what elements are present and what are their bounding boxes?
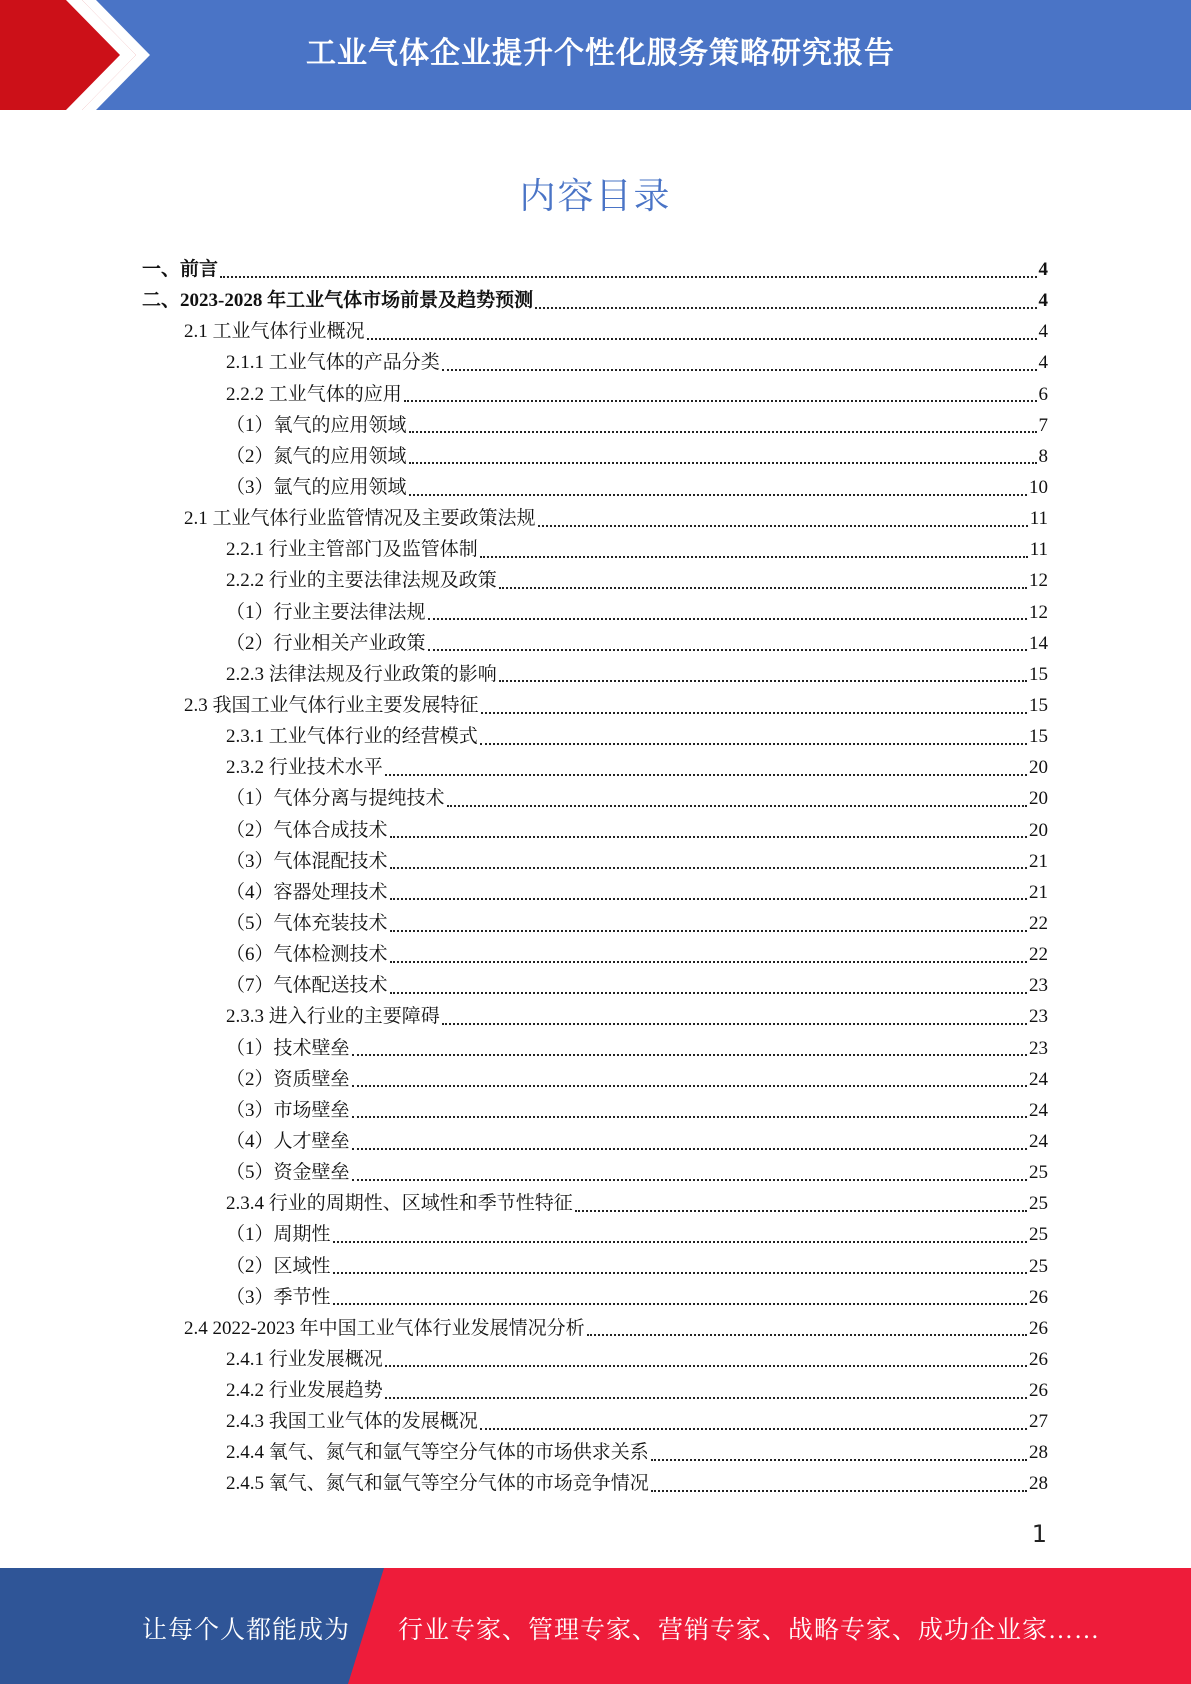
- toc-entry-title: （1）行业主要法律法规: [226, 601, 426, 623]
- page-number: 1: [1031, 1520, 1047, 1548]
- toc-entry-page: 11: [1029, 508, 1048, 530]
- toc-dot-leader: [409, 494, 1027, 496]
- toc-entry-page: 4: [1038, 321, 1048, 343]
- toc-dot-leader: [409, 462, 1037, 464]
- toc-entry-title: 2.4.5 氧气、氮气和氩气等空分气体的市场竞争情况: [226, 1473, 649, 1495]
- toc-heading: 内容目录: [519, 176, 672, 217]
- toc-entry[interactable]: [142, 503, 1048, 534]
- toc-entry-page: 15: [1029, 694, 1048, 716]
- toc-entry-page: 20: [1029, 788, 1048, 810]
- toc-entry-title: （5）资金壁垒: [226, 1162, 350, 1184]
- toc-dot-leader: [480, 556, 1028, 558]
- toc-entry-title: （2）资质壁垒: [226, 1068, 350, 1090]
- toc-entry-title: 2.4 2022-2023 年中国工业气体行业发展情况分析: [184, 1317, 585, 1339]
- toc-entry-page: 20: [1029, 819, 1048, 841]
- toc-entry-title: 2.3.2 行业技术水平: [226, 757, 383, 779]
- toc-entry-page: 12: [1029, 570, 1048, 592]
- toc-entry[interactable]: [142, 534, 1048, 565]
- toc-dot-leader: [385, 1365, 1027, 1367]
- toc-dot-leader: [385, 1397, 1027, 1399]
- toc-dot-leader: [390, 867, 1027, 869]
- toc-entry-page: 24: [1029, 1068, 1048, 1090]
- toc-entry-page: 4: [1038, 352, 1048, 374]
- toc-entry-page: 6: [1038, 383, 1048, 405]
- toc-entry-page: 28: [1029, 1473, 1048, 1495]
- toc-dot-leader: [538, 525, 1028, 527]
- toc-entry[interactable]: [142, 846, 1048, 877]
- toc-entry[interactable]: [142, 597, 1048, 628]
- toc-entry[interactable]: [142, 565, 1048, 596]
- toc-entry[interactable]: [142, 316, 1048, 347]
- toc-entry-page: 15: [1029, 726, 1048, 748]
- toc-entry-page: 24: [1029, 1130, 1048, 1152]
- toc-entry-page: 26: [1029, 1317, 1048, 1339]
- toc-entry-page: 22: [1029, 944, 1048, 966]
- toc-entry-title: （3）季节性: [226, 1286, 331, 1308]
- toc-entry[interactable]: [142, 1251, 1048, 1282]
- toc-dot-leader: [367, 338, 1037, 340]
- toc-entry-title: （4）人才壁垒: [226, 1130, 350, 1152]
- toc-entry-page: 4: [1038, 290, 1048, 312]
- toc-dot-leader: [220, 276, 1036, 278]
- toc-entry-page: 26: [1029, 1348, 1048, 1370]
- toc-entry-title: （2）区域性: [226, 1255, 331, 1277]
- toc-entry-title: （5）气体充装技术: [226, 912, 388, 934]
- toc-entry-title: 2.3.1 工业气体行业的经营模式: [226, 726, 478, 748]
- footer-band: [0, 1568, 1191, 1684]
- footer-slogan-right: 行业专家、管理专家、营销专家、战略专家、成功企业家……: [398, 1617, 1101, 1644]
- toc-dot-leader: [409, 431, 1037, 433]
- toc-entry-title: 2.1 工业气体行业监管情况及主要政策法规: [184, 508, 536, 530]
- toc-entry-title: 2.3.4 行业的周期性、区域性和季节性特征: [226, 1193, 573, 1215]
- toc-entry-page: 22: [1029, 912, 1048, 934]
- toc-entry[interactable]: [142, 1188, 1048, 1219]
- toc-entry-page: 28: [1029, 1442, 1048, 1464]
- toc-entry[interactable]: [142, 1344, 1048, 1375]
- toc-entry-page: 25: [1029, 1162, 1048, 1184]
- toc-entry[interactable]: [142, 347, 1048, 378]
- toc-entry-title: 2.1 工业气体行业概况: [184, 321, 365, 343]
- toc-entry-title: （4）容器处理技术: [226, 881, 388, 903]
- toc-dot-leader: [333, 1303, 1027, 1305]
- toc-entry-title: （2）气体合成技术: [226, 819, 388, 841]
- toc-entry-title: 2.4.1 行业发展概况: [226, 1348, 383, 1370]
- toc-entry[interactable]: [142, 1282, 1048, 1313]
- toc-entry-title: （1）周期性: [226, 1224, 331, 1246]
- toc-entry-title: 2.1.1 工业气体的产品分类: [226, 352, 440, 374]
- toc-dot-leader: [480, 743, 1027, 745]
- toc-dot-leader: [651, 1490, 1027, 1492]
- toc-entry-title: （3）气体混配技术: [226, 850, 388, 872]
- toc-entry-title: （1）技术壁垒: [226, 1037, 350, 1059]
- toc-dot-leader: [352, 1148, 1027, 1150]
- toc-dot-leader: [499, 587, 1027, 589]
- toc-entry-title: 2.4.4 氧气、氮气和氩气等空分气体的市场供求关系: [226, 1442, 649, 1464]
- toc-dot-leader: [428, 618, 1027, 620]
- toc-entry-title: （3）氩气的应用领域: [226, 476, 407, 498]
- toc-entry[interactable]: [142, 1095, 1048, 1126]
- toc-entry-title: 二、2023-2028 年工业气体市场前景及趋势预测: [142, 290, 534, 312]
- toc-dot-leader: [333, 1241, 1027, 1243]
- toc-entry[interactable]: [142, 254, 1048, 285]
- toc-entry-title: （2）氮气的应用领域: [226, 445, 407, 467]
- toc-entry[interactable]: [142, 1437, 1048, 1468]
- footer-slogan-left: 让每个人都能成为: [142, 1617, 351, 1644]
- toc-entry[interactable]: [142, 752, 1048, 783]
- toc-entry-page: 23: [1029, 975, 1048, 997]
- toc-dot-leader: [651, 1459, 1027, 1461]
- toc-entry-page: 24: [1029, 1099, 1048, 1121]
- toc-entry-page: 25: [1029, 1224, 1048, 1246]
- toc-entry[interactable]: [142, 970, 1048, 1001]
- toc-entry[interactable]: [142, 939, 1048, 970]
- toc-dot-leader: [499, 680, 1027, 682]
- toc-dot-leader: [352, 1179, 1027, 1181]
- toc-entry-title: （6）气体检测技术: [226, 944, 388, 966]
- toc-dot-leader: [442, 1023, 1027, 1025]
- toc-entry[interactable]: [142, 783, 1048, 814]
- toc-entry-title: （3）市场壁垒: [226, 1099, 350, 1121]
- toc-entry-page: 8: [1038, 445, 1048, 467]
- toc-entry-page: 21: [1029, 881, 1048, 903]
- toc-entry[interactable]: [142, 379, 1048, 410]
- toc-entry[interactable]: [142, 472, 1048, 503]
- toc-dot-leader: [428, 649, 1027, 651]
- toc-entry-page: 27: [1029, 1411, 1048, 1433]
- toc-dot-leader: [480, 1428, 1027, 1430]
- toc-entry-title: （2）行业相关产业政策: [226, 632, 426, 654]
- toc-entry[interactable]: [142, 628, 1048, 659]
- toc-entry[interactable]: [142, 815, 1048, 846]
- toc-dot-leader: [385, 774, 1027, 776]
- toc-entry-title: 2.3 我国工业气体行业主要发展特征: [184, 694, 479, 716]
- toc-entry-page: 14: [1029, 632, 1048, 654]
- toc-entry-title: 2.2.2 工业气体的应用: [226, 383, 402, 405]
- toc-entry[interactable]: [142, 690, 1048, 721]
- toc-entry-page: 10: [1029, 476, 1048, 498]
- toc-entry-page: 23: [1029, 1037, 1048, 1059]
- toc-entry-page: 12: [1029, 601, 1048, 623]
- toc-dot-leader: [390, 930, 1027, 932]
- toc-dot-leader: [390, 961, 1027, 963]
- toc-entry[interactable]: [142, 1468, 1048, 1499]
- toc-entry[interactable]: [142, 1126, 1048, 1157]
- toc-entry-page: 4: [1038, 259, 1048, 280]
- toc-entry-page: 26: [1029, 1380, 1048, 1402]
- toc-entry[interactable]: [142, 721, 1048, 752]
- toc-entry-page: 15: [1029, 663, 1048, 685]
- toc-entry[interactable]: [142, 659, 1048, 690]
- toc-entry-title: （1）气体分离与提纯技术: [226, 788, 445, 810]
- toc-entry-page: 7: [1038, 414, 1048, 436]
- toc-dot-leader: [390, 992, 1027, 994]
- report-title: 工业气体企业提升个性化服务策略研究报告: [306, 36, 895, 71]
- toc-dot-leader: [587, 1334, 1027, 1336]
- toc-entry[interactable]: [142, 285, 1048, 316]
- toc-entry[interactable]: [142, 1313, 1048, 1344]
- toc-entry[interactable]: [142, 877, 1048, 908]
- toc-entry[interactable]: [142, 441, 1048, 472]
- toc-entry-title: 2.4.2 行业发展趋势: [226, 1380, 383, 1402]
- toc-entry[interactable]: [142, 1064, 1048, 1095]
- toc-entry-page: 26: [1029, 1286, 1048, 1308]
- table-of-contents: [142, 254, 1048, 1500]
- toc-entry-page: 20: [1029, 757, 1048, 779]
- toc-entry[interactable]: [142, 1157, 1048, 1188]
- toc-entry[interactable]: [142, 1406, 1048, 1437]
- toc-entry-page: 11: [1029, 539, 1048, 561]
- toc-entry[interactable]: [142, 1001, 1048, 1032]
- toc-dot-leader: [575, 1210, 1027, 1212]
- toc-entry-title: （7）气体配送技术: [226, 975, 388, 997]
- toc-dot-leader: [442, 369, 1037, 371]
- toc-entry[interactable]: [142, 1375, 1048, 1406]
- toc-entry[interactable]: [142, 908, 1048, 939]
- toc-entry[interactable]: [142, 410, 1048, 441]
- toc-entry-title: 2.2.2 行业的主要法律法规及政策: [226, 570, 497, 592]
- toc-entry-title: 2.2.1 行业主管部门及监管体制: [226, 539, 478, 561]
- toc-entry[interactable]: [142, 1219, 1048, 1250]
- header-band: [0, 0, 1191, 110]
- toc-entry-page: 25: [1029, 1193, 1048, 1215]
- toc-entry-page: 23: [1029, 1006, 1048, 1028]
- toc-dot-leader: [535, 307, 1036, 309]
- toc-dot-leader: [352, 1085, 1027, 1087]
- toc-entry-page: 21: [1029, 850, 1048, 872]
- toc-entry-page: 25: [1029, 1255, 1048, 1277]
- toc-entry[interactable]: [142, 1033, 1048, 1064]
- toc-entry-title: 2.4.3 我国工业气体的发展概况: [226, 1411, 478, 1433]
- toc-dot-leader: [390, 898, 1027, 900]
- toc-entry-title: （1）氧气的应用领域: [226, 414, 407, 436]
- toc-entry-title: 一、前言: [142, 259, 219, 280]
- toc-dot-leader: [333, 1272, 1027, 1274]
- toc-dot-leader: [481, 712, 1027, 714]
- toc-entry-title: 2.2.3 法律法规及行业政策的影响: [226, 663, 497, 685]
- toc-dot-leader: [447, 805, 1027, 807]
- toc-dot-leader: [404, 400, 1037, 402]
- toc-dot-leader: [352, 1116, 1027, 1118]
- toc-entry-title: 2.3.3 进入行业的主要障碍: [226, 1006, 440, 1028]
- toc-dot-leader: [352, 1054, 1027, 1056]
- toc-dot-leader: [390, 836, 1027, 838]
